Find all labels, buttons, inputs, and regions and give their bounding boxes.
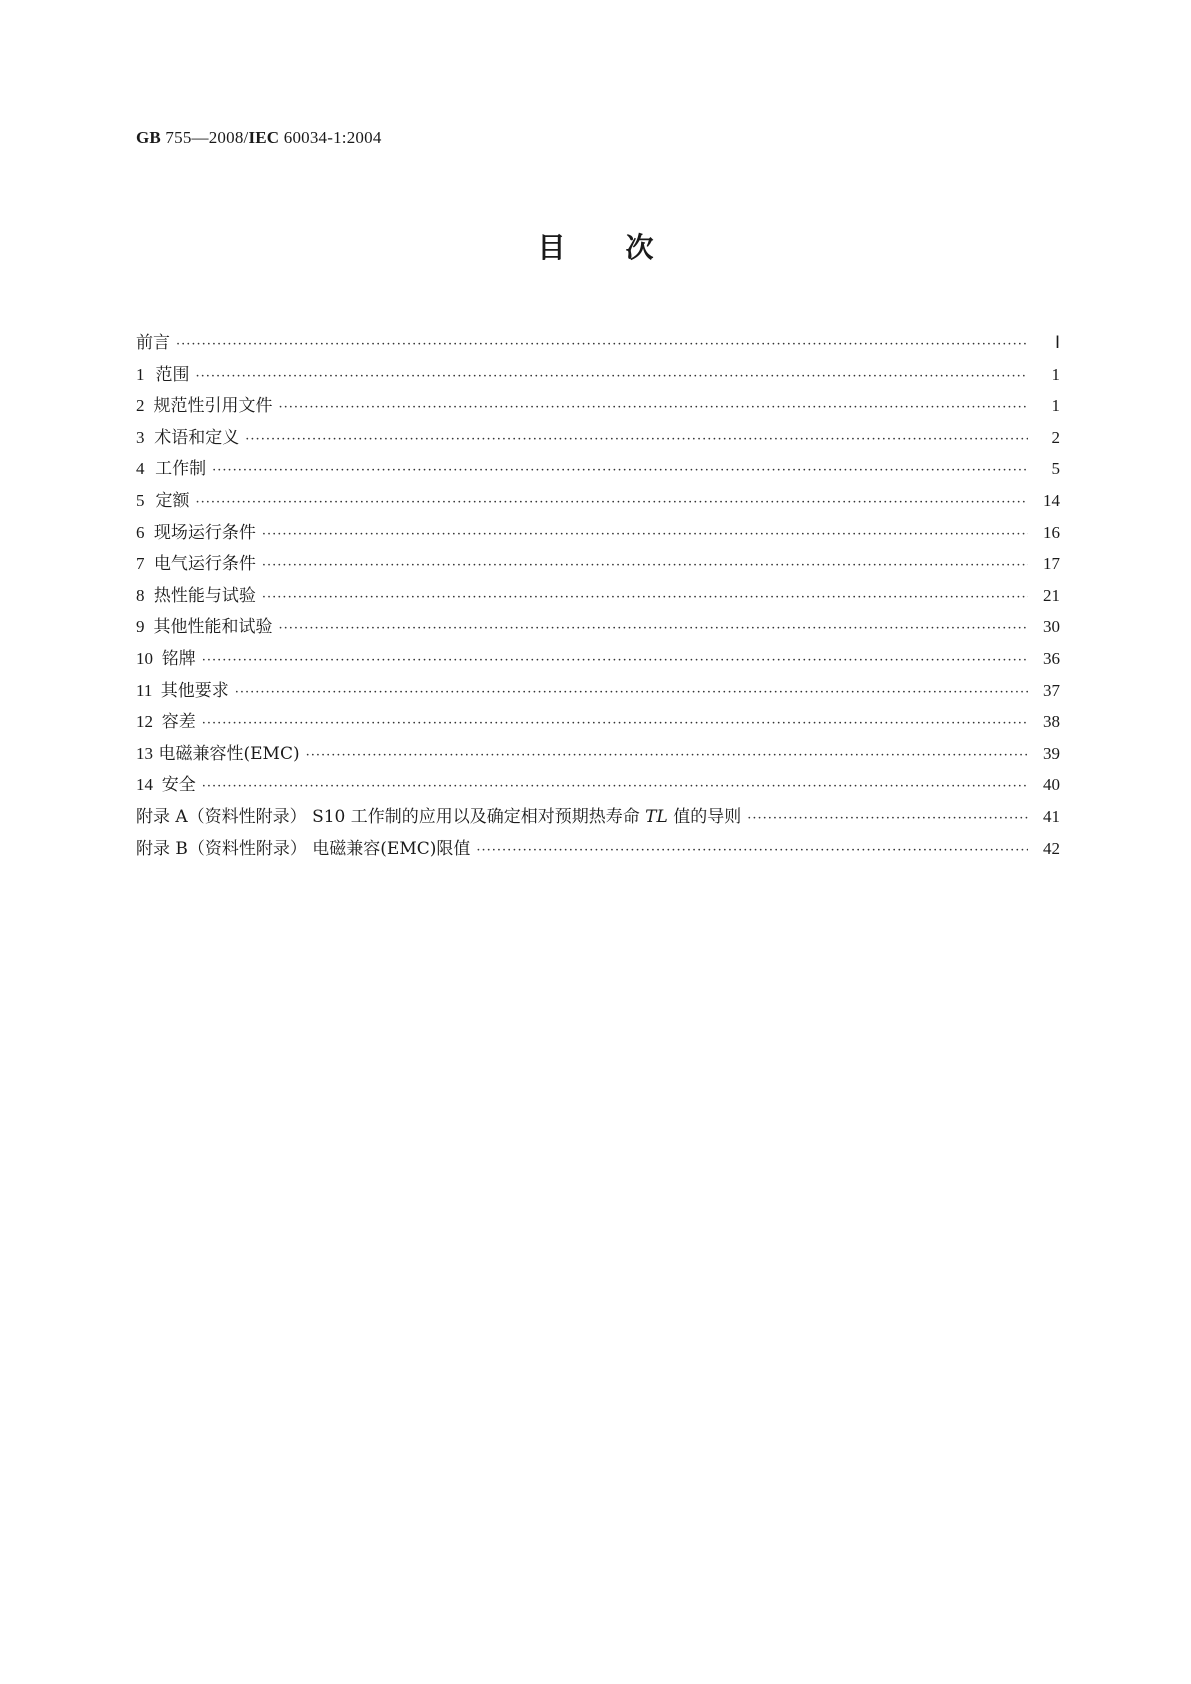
page-title: 目次 <box>537 231 714 264</box>
toc-number: 8 <box>136 585 145 605</box>
toc-number: 12 <box>136 712 153 732</box>
standard-code-gb: GB <box>136 128 161 147</box>
toc-label: 前言 <box>136 333 170 353</box>
toc-number: 1 <box>136 364 145 384</box>
toc-leader <box>235 685 1028 700</box>
toc-entry-10[interactable] <box>136 644 1060 676</box>
standard-code-iec: IEC <box>248 128 280 147</box>
toc-label: 规范性引用文件 <box>153 396 273 417</box>
toc-page: Ⅰ <box>1054 333 1060 352</box>
toc-leader <box>195 495 1028 510</box>
toc-label: 热性能与试验 <box>153 585 256 606</box>
toc-entry-5[interactable] <box>136 486 1060 518</box>
toc-page: 36 <box>1042 648 1060 668</box>
toc-entry-foreword[interactable] <box>136 328 1060 360</box>
toc-entry-9[interactable] <box>136 612 1060 644</box>
toc-label: 其他性能和试验 <box>153 617 273 638</box>
toc-number: 4 <box>136 459 145 479</box>
toc-page: 14 <box>1043 490 1060 510</box>
toc-label: 铭牌 <box>161 648 196 669</box>
toc-number: 7 <box>136 554 145 574</box>
toc-page: 40 <box>1042 775 1060 795</box>
toc-number: 5 <box>136 490 145 510</box>
standard-code-number: 755—2008/ <box>160 128 249 147</box>
toc-leader <box>195 369 1028 384</box>
toc-label <box>136 802 741 827</box>
toc-label: 附录 B（资料性附录） 电磁兼容(EMC)限值 <box>136 838 471 859</box>
toc-page: 1 <box>1051 364 1060 384</box>
toc-label: 电气运行条件 <box>153 554 256 575</box>
toc-entry-13[interactable] <box>136 739 1060 771</box>
toc-number: 10 <box>136 648 153 668</box>
toc-leader <box>262 590 1028 605</box>
toc-number: 14 <box>136 775 153 795</box>
toc-number: 9 <box>136 617 145 637</box>
toc-number: 2 <box>136 396 145 416</box>
toc-page: 42 <box>1043 838 1060 858</box>
toc-leader <box>245 432 1028 447</box>
toc-entry-annex-b[interactable] <box>136 834 1060 866</box>
table-of-contents <box>136 328 1060 865</box>
standard-code-iec-number: 60034-1:2004 <box>279 128 382 147</box>
toc-label: 其他要求 <box>160 680 229 701</box>
toc-page: 17 <box>1043 554 1060 574</box>
toc-page: 2 <box>1051 427 1060 447</box>
toc-entry-7[interactable] <box>136 549 1060 581</box>
toc-leader <box>279 400 1028 415</box>
toc-label: 工作制 <box>155 459 207 480</box>
toc-leader <box>476 843 1028 858</box>
toc-entry-2[interactable] <box>136 391 1060 423</box>
toc-leader <box>306 748 1028 763</box>
toc-leader <box>279 621 1028 636</box>
toc-page: 21 <box>1043 585 1060 605</box>
toc-label-italic: TL <box>645 806 668 827</box>
toc-leader <box>262 527 1028 542</box>
toc-page: 38 <box>1042 712 1060 732</box>
toc-entry-3[interactable] <box>136 423 1060 455</box>
toc-label: 现场运行条件 <box>153 522 256 543</box>
toc-leader <box>747 811 1028 826</box>
standard-code <box>136 128 382 148</box>
toc-number: 13 <box>136 743 153 763</box>
toc-leader <box>176 337 1028 352</box>
toc-entry-annex-a[interactable] <box>136 802 1060 834</box>
toc-page: 37 <box>1043 680 1060 700</box>
toc-label: 范围 <box>155 364 190 385</box>
toc-entry-14[interactable] <box>136 770 1060 802</box>
toc-label-part: 附录 A（资料性附录） S10 工作制的应用以及确定相对预期热寿命 <box>136 806 646 827</box>
toc-number: 3 <box>136 427 145 447</box>
toc-label: 定额 <box>155 490 190 511</box>
toc-page: 1 <box>1051 396 1060 416</box>
toc-page: 30 <box>1043 617 1060 637</box>
toc-leader <box>202 716 1028 731</box>
toc-leader <box>212 463 1028 478</box>
toc-number: 11 <box>136 680 153 700</box>
toc-leader <box>262 558 1028 573</box>
toc-label-part: 值的导则 <box>667 806 742 827</box>
toc-leader <box>202 653 1028 668</box>
toc-entry-11[interactable] <box>136 676 1060 708</box>
toc-page: 41 <box>1043 806 1060 826</box>
toc-label: 术语和定义 <box>154 427 240 448</box>
toc-label: 电磁兼容性(EMC) <box>158 743 300 764</box>
toc-page: 39 <box>1043 743 1060 763</box>
toc-page: 16 <box>1043 522 1060 542</box>
toc-entry-8[interactable] <box>136 581 1060 613</box>
toc-label: 容差 <box>161 712 196 733</box>
toc-entry-12[interactable] <box>136 707 1060 739</box>
toc-entry-1[interactable] <box>136 360 1060 392</box>
toc-entry-4[interactable] <box>136 454 1060 486</box>
toc-number: 6 <box>136 522 145 542</box>
toc-page: 5 <box>1051 459 1060 479</box>
toc-leader <box>202 779 1028 794</box>
toc-entry-6[interactable] <box>136 518 1060 550</box>
toc-label: 安全 <box>161 775 196 796</box>
